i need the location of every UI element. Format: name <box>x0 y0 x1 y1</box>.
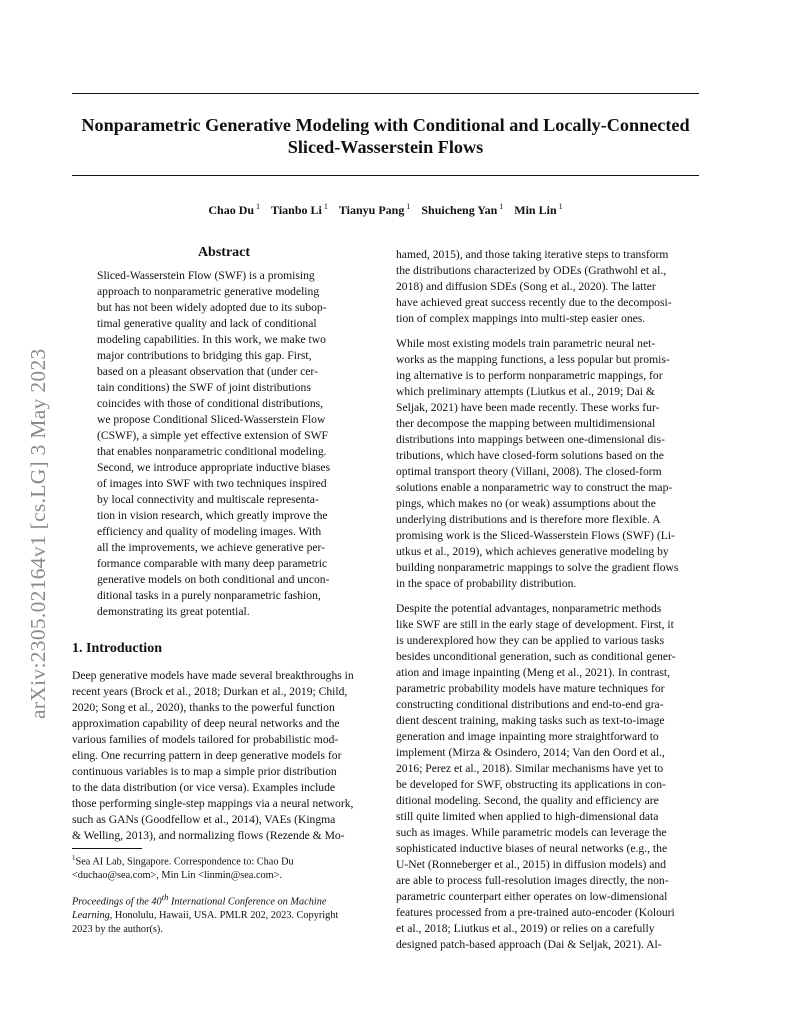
text-line: Second, we introduce appropriate inductive biases <box>97 461 331 474</box>
text-line: such as GANs (Goodfellow et al., 2014), VAEs (Kingma <box>72 813 336 826</box>
footnote: $^1$Sea AI Lab, Singapore. Correspondence to: Chao Du <duchao@sea.com>, Min Lin <linmin@sea.com>. <box>72 854 294 882</box>
text-line: generation and image inpainting more straightforward to <box>396 730 659 743</box>
abstract-body <box>97 268 351 620</box>
text-line: which preliminary attempts (Liutkus et al., 2019; Dai & <box>396 385 655 398</box>
text-line: to the data distribution (or vice versa). Examples include <box>72 781 336 794</box>
text-line: 2020; Song et al., 2020), thanks to the powerful function <box>72 701 335 714</box>
paragraph-gap <box>396 327 700 336</box>
text-line: timal generative quality and lack of conditional <box>97 317 317 330</box>
text-line: various families of models tailored for probabilistic mod- <box>72 733 339 746</box>
arxiv-stamp: arXiv:2305.02164v1 [cs.LG] 3 May 2023 <box>26 348 50 719</box>
text-line: the distributions characterized by ODEs (Grathwohl et al., <box>396 264 667 277</box>
text-line: underlying distributions and is therefore more flexible. A <box>396 513 661 526</box>
text-line: tributions, which have closed-form solutions based on the <box>396 449 664 462</box>
text-line: solutions enable a nonparametric way to construct the map- <box>396 481 673 494</box>
text-line: eling. One recurring pattern in deep generative models for <box>72 749 342 762</box>
text-line: 2016; Perez et al., 2018). Similar mechanisms have yet to <box>396 762 664 775</box>
text-line: modeling capabilities. In this work, we make two <box>97 333 326 346</box>
text-line: et al., 2018; Liutkus et al., 2019) or relies on a carefully <box>396 922 655 935</box>
text-line: promising work is the Sliced-Wasserstein Flows (SWF) (Li- <box>396 529 675 542</box>
text-line: parametric probability models have mature techniques for <box>396 682 665 695</box>
text-line: are able to process full-resolution images directly, the non- <box>396 874 669 887</box>
text-line: demonstrating its great potential. <box>97 605 250 618</box>
text-line: be developed for SWF, obstructing its applications in con- <box>396 778 666 791</box>
footnote-rule <box>72 848 142 849</box>
author: Tianbo Li $^1$ <box>271 202 328 217</box>
text-line: such as images. While parametric models can leverage the <box>396 826 667 839</box>
text-line: dient descent training, making tasks such as text-to-image <box>396 714 665 727</box>
paragraph-gap <box>396 592 700 601</box>
text-line: have achieved great success recently due to the decomposi- <box>396 296 672 309</box>
text-line: Sliced-Wasserstein Flow (SWF) is a promising <box>97 269 315 282</box>
text-line: ditional tasks in a purely nonparametric fashion, <box>97 589 321 602</box>
text-line: major contributions to bridging this gap. First, <box>97 349 312 362</box>
text-line: but has not been widely adopted due to its subop- <box>97 301 327 314</box>
author-list <box>72 202 699 218</box>
text-line: those performing single-step mappings via a neural network, <box>72 797 354 810</box>
title-line: Sliced-Wasserstein Flows <box>287 137 484 157</box>
text-line: works as the mapping functions, a less popular but promis- <box>396 353 670 366</box>
abstract-heading: Abstract <box>197 245 251 260</box>
text-line: 2018) and diffusion SDEs (Song et al., 2020). The latter <box>396 280 656 293</box>
text-line: tain conditions) the SWF of joint distributions <box>97 381 311 394</box>
text-line: that enables nonparametric conditional modeling. <box>97 445 327 458</box>
text-line: hamed, 2015), and those taking iterative steps to transform <box>396 248 669 261</box>
right-column-body <box>396 247 700 953</box>
text-line: based on a pleasant observation that (under cer- <box>97 365 318 378</box>
text-line: still quite limited when applied to high-dimensional data <box>396 810 659 823</box>
text-line: by local connectivity and multiscale representa- <box>97 493 319 506</box>
text-line: utkus et al., 2019), which achieves generative modeling by <box>396 545 669 558</box>
text-line: besides unconditional generation, such as conditional gener- <box>396 650 676 663</box>
text-line: formance comparable with many deep parametric <box>97 557 328 570</box>
text-line: is underexplored how they can be applied to various tasks <box>396 634 665 647</box>
text-line: implement (Mirza & Osindero, 2014; Van den Oord et al., <box>396 746 665 759</box>
text-line: we propose Conditional Sliced-Wasserstein Flow <box>97 413 326 426</box>
bottom-rule <box>72 175 699 176</box>
author: Chao Du $^1$ <box>208 202 261 217</box>
text-line: building nonparametric mappings to solve the gradient flows <box>396 561 679 574</box>
text-line: ther decompose the mapping between multidimensional <box>396 417 656 430</box>
title-line: Nonparametric Generative Modeling with Conditional and Locally-Connected <box>81 115 690 135</box>
author: Tianyu Pang $^1$ <box>338 202 411 217</box>
text-line: approach to nonparametric generative modeling <box>97 285 320 298</box>
text-line: Despite the potential advantages, nonparametric methods <box>396 602 662 615</box>
section-heading-introduction: 1. Introduction <box>72 641 162 656</box>
text-line: constructing conditional distributions and end-to-end gra- <box>396 698 664 711</box>
text-line: While most existing models train parametric neural net- <box>396 337 656 350</box>
author: Min Lin $^1$ <box>514 202 563 217</box>
proceedings-note: Proceedings of the 40th International Conference on Machine Learning, Honolulu, Hawaii, USA. PMLR 202, 2023. Copyright 2023 by the author(s). <box>72 892 339 936</box>
text-line: features processed from a pre-trained auto-encoder (Kolouri <box>396 906 675 919</box>
text-line: efficiency and quality of modeling images. With <box>97 525 322 538</box>
text-line: generative models on both conditional and uncon- <box>97 573 330 586</box>
text-line: recent years (Brock et al., 2018; Durkan et al., 2019; Child, <box>72 685 348 698</box>
text-line: Seljak, 2021) have been made recently. These works fur- <box>396 401 660 414</box>
text-line: all the improvements, we achieve generative per- <box>97 541 325 554</box>
text-line: ditional modeling. Second, the quality and efficiency are <box>396 794 659 807</box>
text-line: in the space of probability distribution. <box>396 577 577 590</box>
author: Shuicheng Yan $^1$ <box>421 202 504 217</box>
text-line: U-Net (Ronneberger et al., 2015) in diffusion models) and <box>396 858 667 871</box>
text-line: of images into SWF with two techniques inspired <box>97 477 327 490</box>
introduction-body <box>72 668 376 844</box>
text-line: tion in vision research, which greatly improve the <box>97 509 328 522</box>
text-line: sophisticated inductive biases of neural networks (e.g., the <box>396 842 668 855</box>
text-line: (CSWF), a simple yet effective extension of SWF <box>97 429 328 442</box>
text-line: designed patch-based approach (Dai & Seljak, 2021). Al- <box>396 938 662 951</box>
paper-title <box>72 114 699 158</box>
text-line: continuous variables is to map a simple prior distribution <box>72 765 337 778</box>
text-line: pings, which makes no (or weak) assumptions about the <box>396 497 656 510</box>
top-rule <box>72 93 699 94</box>
text-line: & Welling, 2013), and normalizing flows (Rezende & Mo- <box>72 829 345 842</box>
text-line: like SWF are still in the early stage of development. First, it <box>396 618 674 631</box>
text-line: parametric counterpart either operates on low-dimensional <box>396 890 668 903</box>
text-line: ation and image inpainting (Meng et al., 2021). In contrast, <box>396 666 670 679</box>
text-line: tion of complex mappings into multi-step easier ones. <box>396 312 646 325</box>
text-line: Deep generative models have made several breakthroughs in <box>72 669 354 682</box>
text-line: distributions into mappings between one-dimensional dis- <box>396 433 665 446</box>
text-line: approximation capability of deep neural networks and the <box>72 717 340 730</box>
text-line: ing alternative is to perform nonparametric mappings, for <box>396 369 663 382</box>
text-line: optimal transport theory (Villani, 2008). The closed-form <box>396 465 662 478</box>
text-line: coincides with those of conditional distributions, <box>97 397 324 410</box>
